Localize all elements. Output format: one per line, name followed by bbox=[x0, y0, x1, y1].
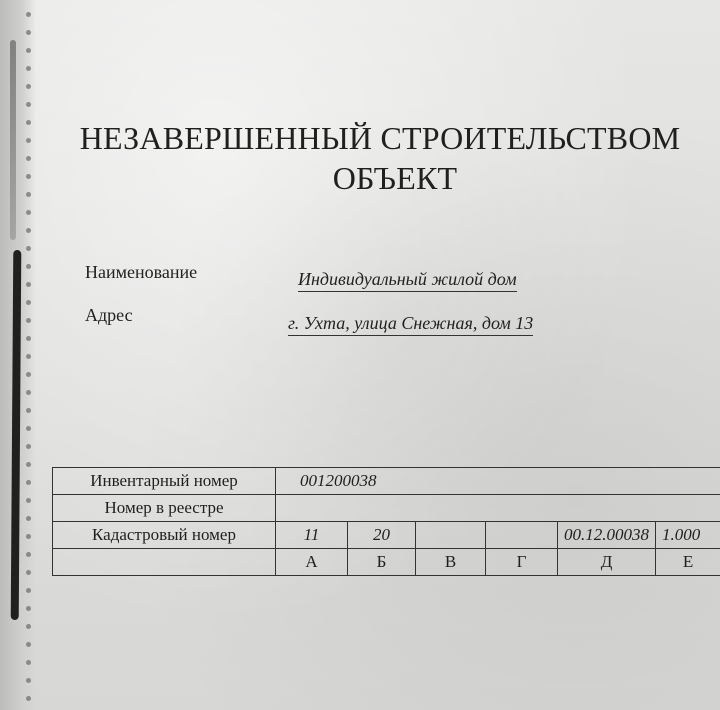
binding-hole bbox=[26, 408, 31, 413]
column-letter-e: Е bbox=[656, 549, 720, 576]
binding-hole bbox=[26, 642, 31, 647]
binding-hole bbox=[26, 462, 31, 467]
binding-hole bbox=[26, 534, 31, 539]
registry-label: Номер в реестре bbox=[53, 495, 276, 522]
binding-hole bbox=[26, 174, 31, 179]
inventory-value: 001200038 bbox=[276, 468, 720, 495]
letters-blank-cell bbox=[53, 549, 276, 576]
binding-hole bbox=[26, 210, 31, 215]
document-title-line-1: НЕЗАВЕРШЕННЫЙ СТРОИТЕЛЬСТВОМ bbox=[79, 120, 681, 156]
table-row-cadastral bbox=[53, 522, 720, 549]
binding-hole bbox=[26, 480, 31, 485]
binding-hole bbox=[26, 444, 31, 449]
binding-hole bbox=[26, 102, 31, 107]
binding-hole bbox=[26, 372, 31, 377]
binding-hole bbox=[26, 354, 31, 359]
binding-hole bbox=[26, 606, 31, 611]
binding-hole bbox=[26, 300, 31, 305]
binding-hole bbox=[26, 552, 31, 557]
column-letter-b: Б bbox=[348, 549, 416, 576]
cadastral-part-a: 11 bbox=[276, 522, 348, 549]
binding-hole bbox=[26, 678, 31, 683]
binding-hole bbox=[26, 246, 31, 251]
cadastral-part-v bbox=[416, 522, 486, 549]
binding-hole bbox=[26, 588, 31, 593]
cadastral-part-e: 1.000 bbox=[656, 522, 720, 549]
column-letter-d: Д bbox=[558, 549, 656, 576]
binding-hole bbox=[26, 156, 31, 161]
address-value: г. Ухта, улица Снежная, дом 13 bbox=[288, 312, 533, 336]
binding-hole bbox=[26, 426, 31, 431]
table-row-inventory bbox=[53, 468, 720, 495]
binding-hole bbox=[26, 660, 31, 665]
binding-hole bbox=[26, 48, 31, 53]
column-letter-v: В bbox=[416, 549, 486, 576]
binding-hole bbox=[26, 84, 31, 89]
binding-hole bbox=[26, 66, 31, 71]
binding-hole bbox=[26, 192, 31, 197]
binding-hole bbox=[26, 30, 31, 35]
cadastral-part-d: 00.12.00038 bbox=[558, 522, 656, 549]
registry-value bbox=[276, 495, 720, 522]
cadastral-label: Кадастровый номер bbox=[53, 522, 276, 549]
binding-hole bbox=[26, 12, 31, 17]
binding-hole bbox=[26, 120, 31, 125]
binding-hole bbox=[26, 624, 31, 629]
binding-hole bbox=[26, 138, 31, 143]
column-letter-a: А bbox=[276, 549, 348, 576]
table-row-letters bbox=[53, 549, 720, 576]
binding-hole bbox=[26, 282, 31, 287]
binding-hole bbox=[26, 390, 31, 395]
table-row-registry bbox=[53, 495, 720, 522]
column-letter-g: Г bbox=[486, 549, 558, 576]
document-title-line-2: ОБЪЕКТ bbox=[332, 160, 458, 196]
binding-hole bbox=[26, 318, 31, 323]
binding-shadow bbox=[10, 40, 16, 240]
registry-table bbox=[52, 467, 720, 576]
binding-holes bbox=[24, 0, 36, 710]
cadastral-part-b: 20 bbox=[348, 522, 416, 549]
binding-hole bbox=[26, 570, 31, 575]
binding-hole bbox=[26, 228, 31, 233]
cadastral-part-g bbox=[486, 522, 558, 549]
address-label: Адрес bbox=[85, 305, 133, 325]
inventory-label: Инвентарный номер bbox=[53, 468, 276, 495]
binding-hole bbox=[26, 516, 31, 521]
binding-hole bbox=[26, 336, 31, 341]
binding-hole bbox=[26, 696, 31, 701]
binding-hole bbox=[26, 264, 31, 269]
name-label: Наименование bbox=[85, 262, 198, 282]
name-value: Индивидуальный жилой дом bbox=[298, 268, 517, 292]
binding-hole bbox=[26, 498, 31, 503]
